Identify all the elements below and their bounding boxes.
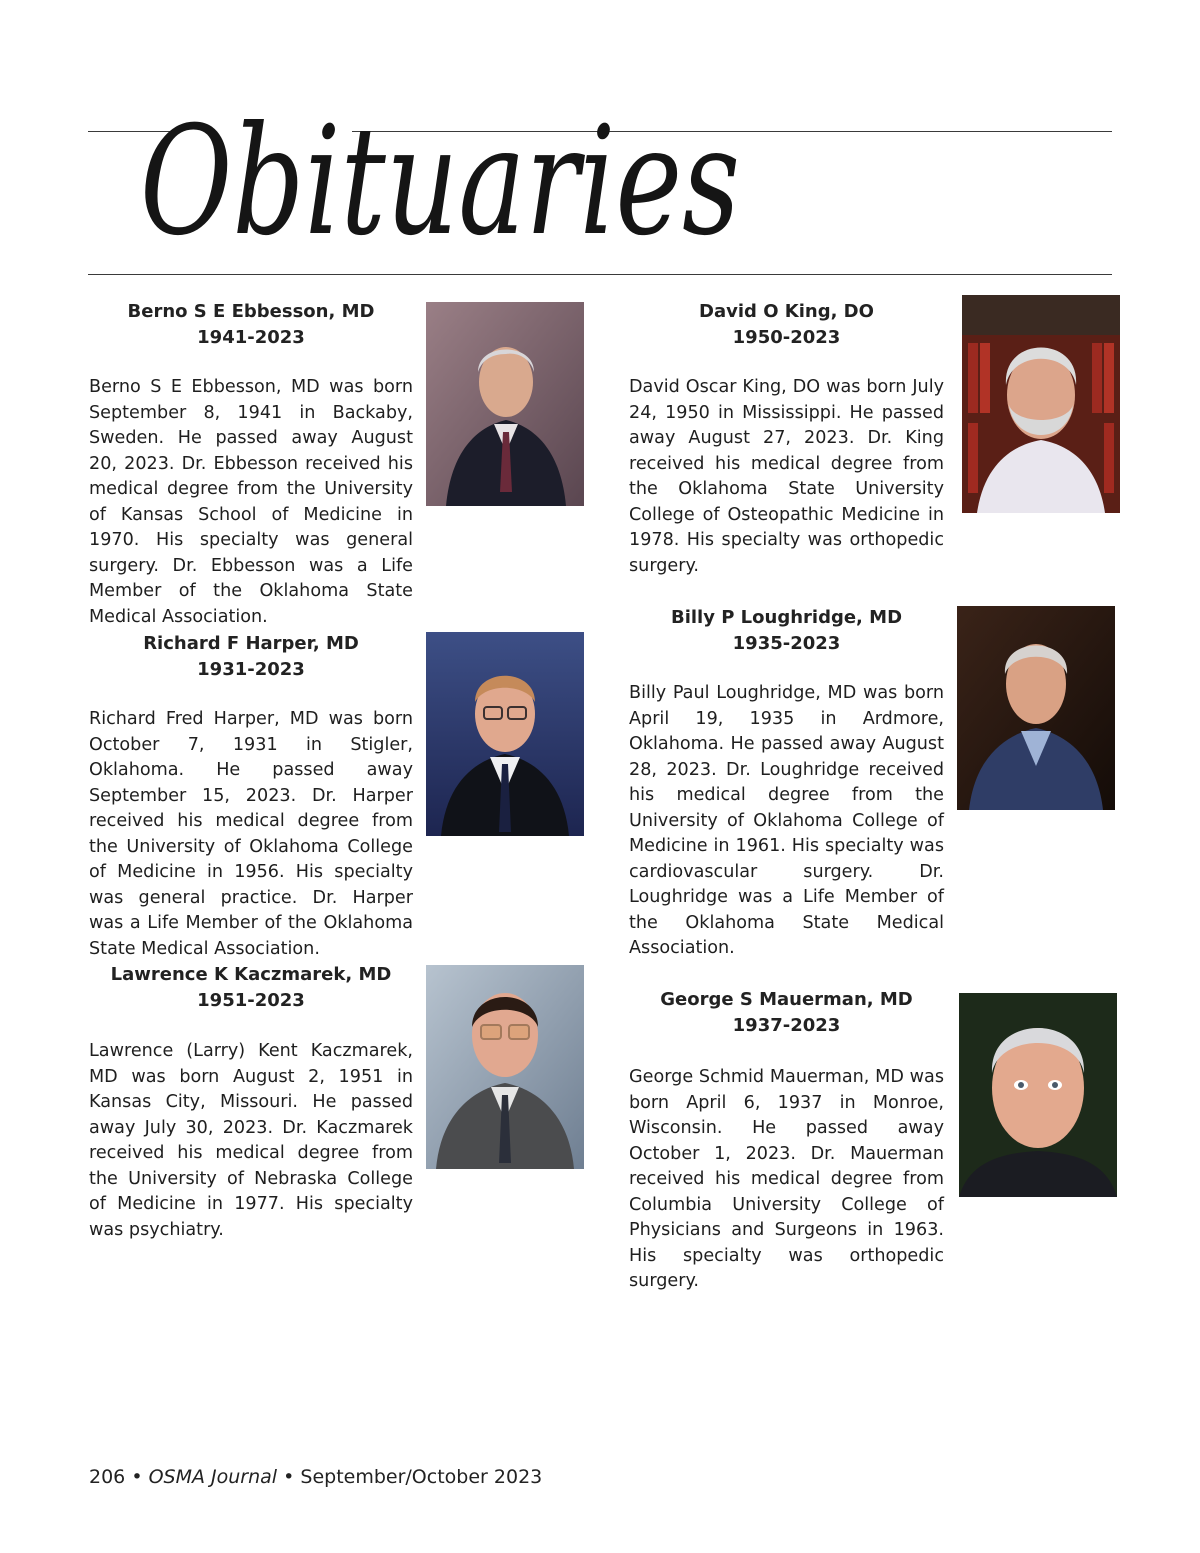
- portrait-photo: [426, 965, 584, 1169]
- footer-separator: •: [283, 1466, 295, 1488]
- page-title: [140, 48, 780, 278]
- obituary-name: David O King, DO: [699, 301, 874, 322]
- obituary-bio: Billy Paul Loughridge, MD was born April 19, 1935 in Ardmore, Oklahoma. He passed away August 28, 2023. Dr. Loughridge received his medical degree from the University of Oklahoma College of Medicine in 1961. His specialty was cardiovascular surgery. Dr. Loughridge was a Life Member of the Oklahoma State Medical Association.: [629, 683, 944, 958]
- obituary-heading: [629, 987, 944, 1038]
- portrait-photo: [426, 302, 584, 506]
- obituary-years: 1937-2023: [732, 1014, 841, 1036]
- obituary-bio: George Schmid Mauerman, MD was born April 6, 1937 in Monroe, Wisconsin. He passed away October 1, 2023. Dr. Mauerman received his medical degree from Columbia University College of Physicians and Surgeons in 1963. His specialty was orthopedic surgery.: [629, 1067, 944, 1291]
- page-number: 206: [89, 1466, 126, 1488]
- obituary-bio: Lawrence (Larry) Kent Kaczmarek, MD was born August 2, 1951 in Kansas City, Missouri. He passed away July 30, 2023. Dr. Kaczmarek received his medical degree from the University of Nebraska College of Medicine in 1977. His specialty was psychiatry.: [89, 1041, 413, 1240]
- obituary-bio: David Oscar King, DO was born July 24, 1950 in Mississippi. He passed away August 27, 2023. Dr. King received his medical degree from the Oklahoma State University College of Osteopathic Medicine in 1978. His specialty was orthopedic surgery.: [629, 377, 944, 576]
- obituary-heading: [89, 631, 413, 682]
- obituary-years: 1950-2023: [732, 326, 841, 348]
- portrait-photo: [426, 632, 584, 836]
- journal-name: OSMA Journal: [148, 1466, 278, 1488]
- obituary-years: 1951-2023: [197, 989, 305, 1011]
- obituary-name: Billy P Loughridge, MD: [670, 607, 903, 628]
- obituary-years: 1931-2023: [197, 658, 305, 680]
- obituary-bio: Richard Fred Harper, MD was born October 7, 1931 in Stigler, Oklahoma. He passed away September 15, 2023. Dr. Harper received his medical degree from the University of Oklahoma College of Medicine in 1956. His specialty was general practice. Dr. Harper was a Life Member of the Oklahoma State Medical Association.: [89, 709, 413, 959]
- obituary-bio: Berno S E Ebbesson, MD was born September 8, 1941 in Backaby, Sweden. He passed away August 20, 2023. Dr. Ebbesson received his medical degree from the University of Kansas School of Medicine in 1970. His specialty was general surgery. Dr. Ebbesson was a Life Member of the Oklahoma State Medical Association.: [89, 377, 413, 627]
- obituary-heading: [89, 962, 413, 1013]
- obituary-name: Richard F Harper, MD: [143, 633, 359, 654]
- obituary-heading: [629, 299, 944, 350]
- portrait-photo: [957, 606, 1115, 810]
- portrait-photo: [959, 993, 1117, 1197]
- obituary-name: Lawrence K Kaczmarek, MD: [110, 964, 392, 985]
- obituary-heading: [629, 605, 944, 656]
- portrait-photo: [962, 295, 1120, 513]
- obituary-heading: [89, 299, 413, 350]
- header-rule-bottom: [88, 274, 1112, 275]
- obituary-name: Berno S E Ebbesson, MD: [127, 301, 375, 322]
- obituary-years: 1941-2023: [197, 326, 305, 348]
- obituary-years: 1935-2023: [732, 632, 841, 654]
- page-footer: [89, 1466, 542, 1488]
- footer-separator: •: [131, 1466, 143, 1488]
- obituary-name: George S Mauerman, MD: [660, 989, 913, 1010]
- issue-date: September/October 2023: [300, 1466, 543, 1488]
- page-title-text: Obituaries: [140, 95, 740, 269]
